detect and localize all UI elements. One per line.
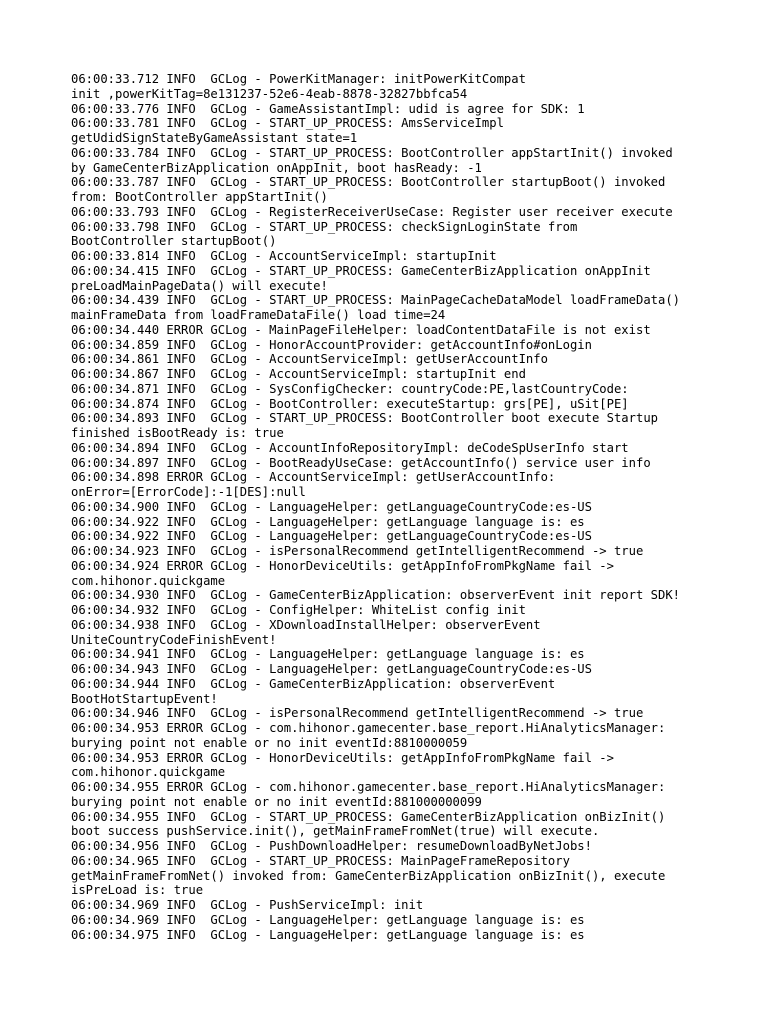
log-line: 06:00:34.953 ERROR GCLog - com.hihonor.gamecenter.base_report.HiAnalyticsManager:: [71, 721, 666, 735]
log-line: 06:00:34.975 INFO GCLog - LanguageHelper: getLanguage language is: es: [71, 927, 585, 942]
log-line: mainFrameData from loadFrameDataFile() load time=24: [71, 308, 446, 322]
log-line: 06:00:34.867 INFO GCLog - AccountServiceImpl: startupInit end: [71, 367, 526, 381]
log-line: 06:00:34.922 INFO GCLog - LanguageHelper: getLanguage language is: es: [71, 514, 585, 529]
log-line: 06:00:34.943 INFO GCLog - LanguageHelper: getLanguageCountryCode:es-US: [71, 662, 592, 676]
log-line: finished isBootReady is: true: [71, 426, 284, 440]
log-document: [71, 72, 751, 942]
log-line: BootController startupBoot(): [71, 234, 277, 249]
log-line: 06:00:34.956 INFO GCLog - PushDownloadHelper: resumeDownloadByNetJobs!: [71, 839, 592, 853]
log-line: getMainFrameFromNet() invoked from: GameCenterBizApplication onBizInit(), execute: [71, 868, 666, 883]
log-line: 06:00:33.781 INFO GCLog - START_UP_PROCESS: AmsServiceImpl: [71, 116, 504, 131]
log-line: 06:00:33.776 INFO GCLog - GameAssistantImpl: udid is agree for SDK: 1: [71, 101, 585, 116]
log-line: by GameCenterBizApplication onAppInit, boot hasReady: -1: [71, 160, 482, 175]
log-line: 06:00:34.941 INFO GCLog - LanguageHelper: getLanguage language is: es: [71, 647, 585, 662]
log-line: 06:00:34.871 INFO GCLog - SysConfigChecker: countryCode:PE,lastCountryCode:: [71, 381, 629, 396]
log-line: 06:00:34.922 INFO GCLog - LanguageHelper: getLanguageCountryCode:es-US: [71, 529, 592, 544]
log-line: 06:00:34.955 INFO GCLog - START_UP_PROCESS: GameCenterBizApplication onBizInit(): [71, 809, 666, 824]
log-line: 06:00:33.798 INFO GCLog - START_UP_PROCESS: checkSignLoginState from: [71, 219, 578, 234]
log-line: 06:00:34.440 ERROR GCLog - MainPageFileHelper: loadContentDataFile is not exist: [71, 322, 651, 337]
log-line: 06:00:34.969 INFO GCLog - LanguageHelper: getLanguage language is: es: [71, 912, 585, 927]
log-line: 06:00:34.861 INFO GCLog - AccountServiceImpl: getUserAccountInfo: [71, 352, 548, 367]
log-line: UniteCountryCodeFinishEvent!: [71, 632, 277, 647]
log-line: 06:00:33.787 INFO GCLog - START_UP_PROCESS: BootController startupBoot() invoked: [71, 175, 666, 190]
log-line: 06:00:34.969 INFO GCLog - PushServiceImpl: init: [71, 898, 424, 912]
log-line: 06:00:34.415 INFO GCLog - START_UP_PROCESS: GameCenterBizApplication onAppInit: [71, 263, 651, 278]
log-line: 06:00:33.793 INFO GCLog - RegisterReceiverUseCase: Register user receiver execute: [71, 204, 673, 219]
log-line: 06:00:33.784 INFO GCLog - START_UP_PROCESS: BootController appStartInit() invoked: [71, 145, 673, 160]
log-line: 06:00:34.965 INFO GCLog - START_UP_PROCESS: MainPageFrameRepository: [71, 853, 570, 868]
log-line: boot success pushService.init(), getMainFrameFromNet(true) will execute.: [71, 824, 600, 839]
log-line: 06:00:34.924 ERROR GCLog - HonorDeviceUtils: getAppInfoFromPkgName fail ->: [71, 558, 614, 573]
log-line: BootHotStartupEvent!: [71, 691, 218, 706]
log-line: 06:00:34.898 ERROR GCLog - AccountServiceImpl: getUserAccountInfo:: [71, 470, 556, 485]
log-line: com.hihonor.quickgame: [71, 765, 226, 780]
log-line: 06:00:34.944 INFO GCLog - GameCenterBizApplication: observerEvent: [71, 676, 556, 691]
log-line: 06:00:34.859 INFO GCLog - HonorAccountProvider: getAccountInfo#onLogin: [71, 337, 592, 352]
log-line: preLoadMainPageData() will execute!: [71, 278, 328, 293]
log-line: com.hihonor.quickgame: [71, 573, 226, 588]
log-line: onError=[ErrorCode]:-1[DES]:null: [71, 485, 306, 499]
log-line: burying point not enable or no init eventId:8810000059: [71, 735, 468, 750]
log-line: getUdidSignStateByGameAssistant state=1: [71, 131, 358, 145]
log-line: isPreLoad is: true: [71, 883, 204, 898]
log-line: 06:00:34.923 INFO GCLog - isPersonalRecommend getIntelligentRecommend -> true: [71, 544, 644, 558]
log-line: 06:00:34.938 INFO GCLog - XDownloadInstallHelper: observerEvent: [71, 617, 541, 632]
log-line: from: BootController appStartInit(): [71, 190, 328, 204]
log-line: 06:00:33.712 INFO GCLog - PowerKitManager: initPowerKitCompat: [71, 72, 526, 86]
log-line: 06:00:34.439 INFO GCLog - START_UP_PROCESS: MainPageCacheDataModel loadFrameData(): [71, 293, 681, 308]
log-line: 06:00:34.894 INFO GCLog - AccountInfoRepositoryImpl: deCodeSpUserInfo start: [71, 440, 629, 455]
log-line: 06:00:34.893 INFO GCLog - START_UP_PROCESS: BootController boot execute Startup: [71, 411, 658, 426]
log-line: 06:00:33.814 INFO GCLog - AccountServiceImpl: startupInit: [71, 249, 497, 263]
log-line: burying point not enable or no init eventId:881000000099: [71, 794, 482, 809]
log-line: 06:00:34.946 INFO GCLog - isPersonalRecommend getIntelligentRecommend -> true: [71, 706, 644, 721]
log-line: 06:00:34.874 INFO GCLog - BootController: executeStartup: grs[PE], uSit[PE]: [71, 396, 629, 411]
log-line: init ,powerKitTag=8e131237-52e6-4eab-8878-32827bbfca54: [71, 86, 468, 101]
log-line: 06:00:34.897 INFO GCLog - BootReadyUseCase: getAccountInfo() service user info: [71, 455, 651, 470]
log-line: 06:00:34.932 INFO GCLog - ConfigHelper: WhiteList config init: [71, 603, 526, 617]
log-line: 06:00:34.930 INFO GCLog - GameCenterBizApplication: observerEvent init report SDK!: [71, 588, 681, 603]
log-line: 06:00:34.953 ERROR GCLog - HonorDeviceUtils: getAppInfoFromPkgName fail ->: [71, 750, 614, 765]
log-line: 06:00:34.900 INFO GCLog - LanguageHelper: getLanguageCountryCode:es-US: [71, 499, 592, 514]
log-line: 06:00:34.955 ERROR GCLog - com.hihonor.gamecenter.base_report.HiAnalyticsManager:: [71, 780, 666, 794]
